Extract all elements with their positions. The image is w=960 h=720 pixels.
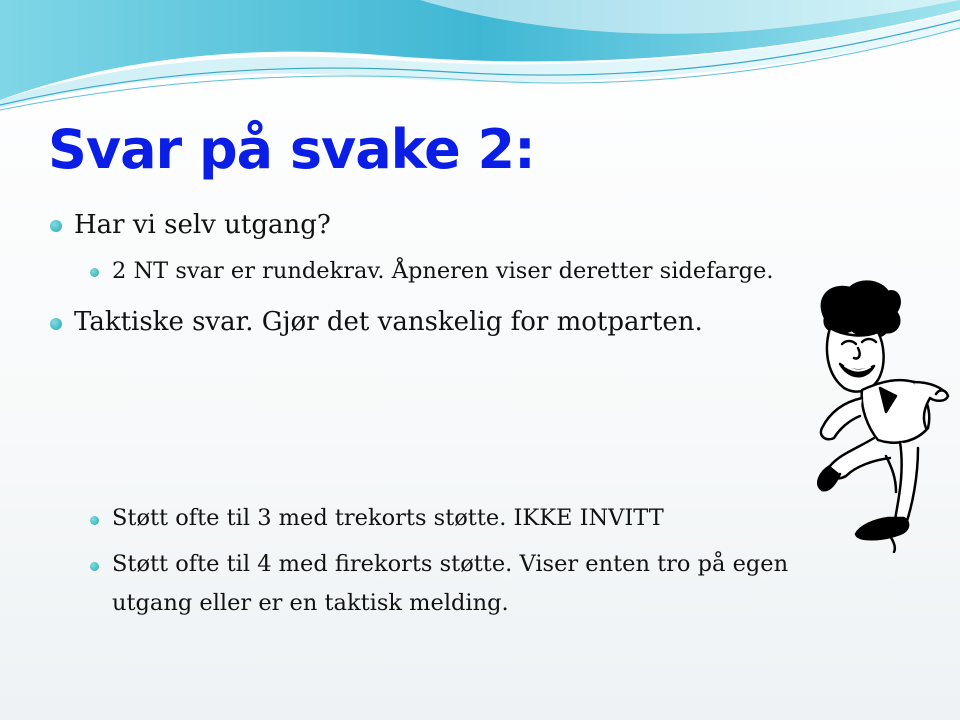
sub-bullet-continuation: utgang eller er en taktisk melding. <box>112 590 509 616</box>
bullet-icon <box>50 220 62 232</box>
sub-bullet-item: Støtt ofte til 4 med firekorts støtte. Viser enten tro på egen <box>112 551 789 577</box>
bullet-icon <box>50 318 62 330</box>
bullet-icon <box>90 562 99 571</box>
sub-bullet-item: Støtt ofte til 3 med trekorts støtte. IKKE INVITT <box>112 505 664 531</box>
bullet-item: Taktiske svar. Gjør det vanskelig for motparten. <box>74 307 703 337</box>
bullet-item: Har vi selv utgang? <box>74 210 331 240</box>
slide-title: Svar på svake 2: <box>48 118 535 181</box>
dancing-cartoon-man-image <box>800 278 950 553</box>
sub-bullet-item: 2 NT svar er rundekrav. Åpneren viser deretter sidefarge. <box>112 258 774 284</box>
bullet-icon <box>90 268 99 277</box>
bullet-icon <box>90 516 99 525</box>
